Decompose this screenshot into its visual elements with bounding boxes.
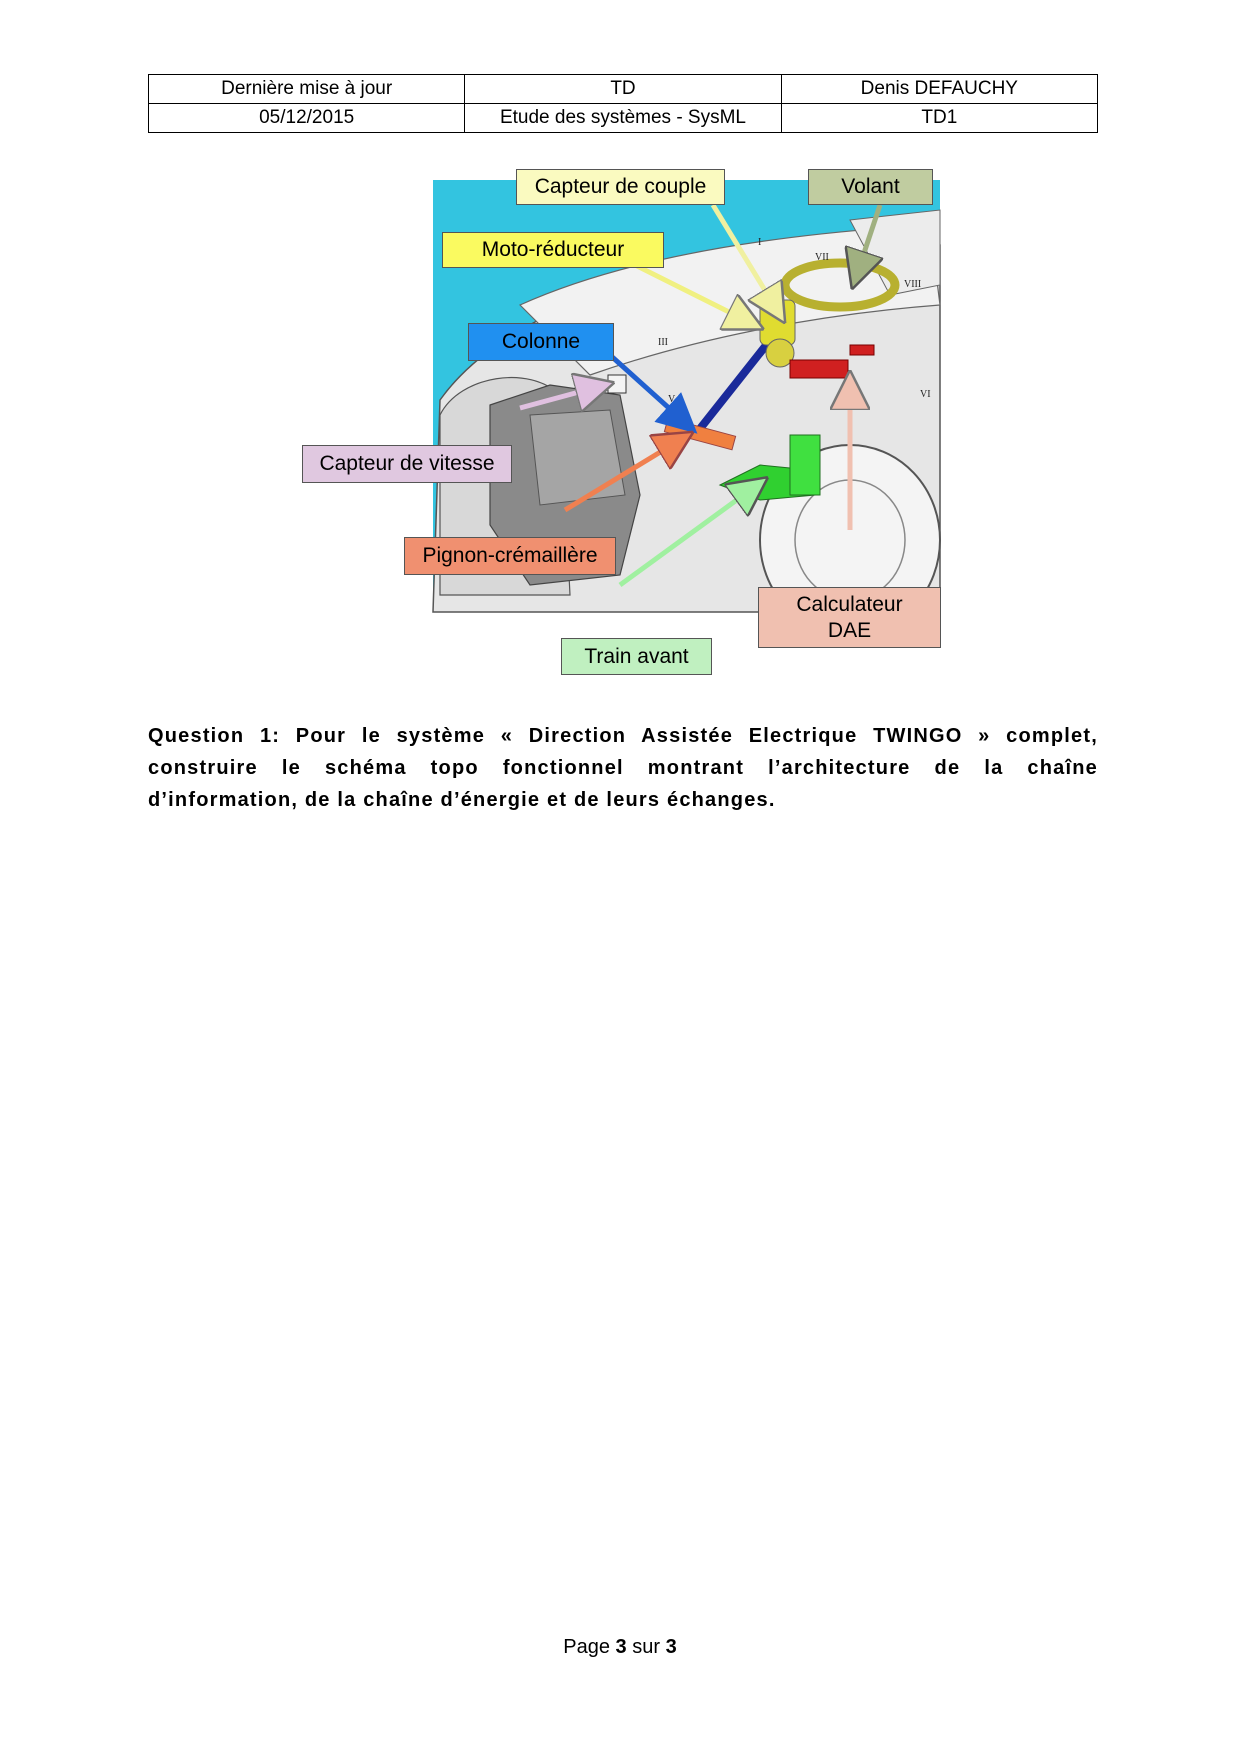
header-td-number: TD1 — [781, 104, 1097, 133]
page-footer — [0, 1636, 1240, 1659]
ecu-connector — [850, 345, 874, 355]
front-axle-hub — [790, 435, 820, 495]
numeral-8: VIII — [904, 279, 922, 290]
header-author: Denis DEFAUCHY — [781, 75, 1097, 104]
label-ecu-line1: Calculateur — [796, 592, 903, 616]
header-subject: Etude des systèmes - SysML — [465, 104, 781, 133]
header-doc-type: TD — [465, 75, 781, 104]
numeral-5: V — [668, 394, 676, 405]
label-rack-pinion: Pignon-crémaillère — [404, 537, 616, 575]
numeral-7: VII — [815, 252, 829, 263]
label-speed-sensor: Capteur de vitesse — [302, 445, 512, 483]
footer-page-total: 3 — [665, 1636, 677, 1658]
header-date: 05/12/2015 — [149, 104, 465, 133]
header-table — [148, 74, 1098, 133]
footer-middle: sur — [626, 1636, 666, 1658]
label-ecu-line2: DAE — [827, 618, 872, 642]
numeral-1: I — [758, 237, 762, 248]
label-column: Colonne — [468, 323, 614, 361]
numeral-3: III — [658, 337, 668, 348]
numeral-6: VI — [920, 389, 931, 400]
header-last-update-label: Dernière mise à jour — [149, 75, 465, 104]
footer-prefix: Page — [563, 1636, 616, 1658]
steering-system-illustration — [290, 165, 950, 685]
label-steering-wheel: Volant — [808, 169, 933, 205]
footer-page-number: 3 — [615, 1636, 627, 1658]
engine-cover — [530, 410, 625, 505]
speed-sensor-part — [608, 375, 626, 393]
label-front-axle: Train avant — [561, 638, 712, 675]
header-row-1 — [149, 75, 1098, 104]
label-torque-sensor: Capteur de couple — [516, 169, 725, 205]
label-motor-reducer: Moto-réducteur — [442, 232, 664, 268]
question-1: Question 1: Pour le système « Direction Assistée Electrique TWINGO » complet, construire le schéma topo fonctionnel montrant l’architecture de la chaîne d’information, de la chaîne d’énergie et de leurs échanges. — [148, 725, 1098, 811]
label-ecu — [758, 587, 941, 648]
header-row-2 — [149, 104, 1098, 133]
ecu-unit — [790, 360, 848, 378]
